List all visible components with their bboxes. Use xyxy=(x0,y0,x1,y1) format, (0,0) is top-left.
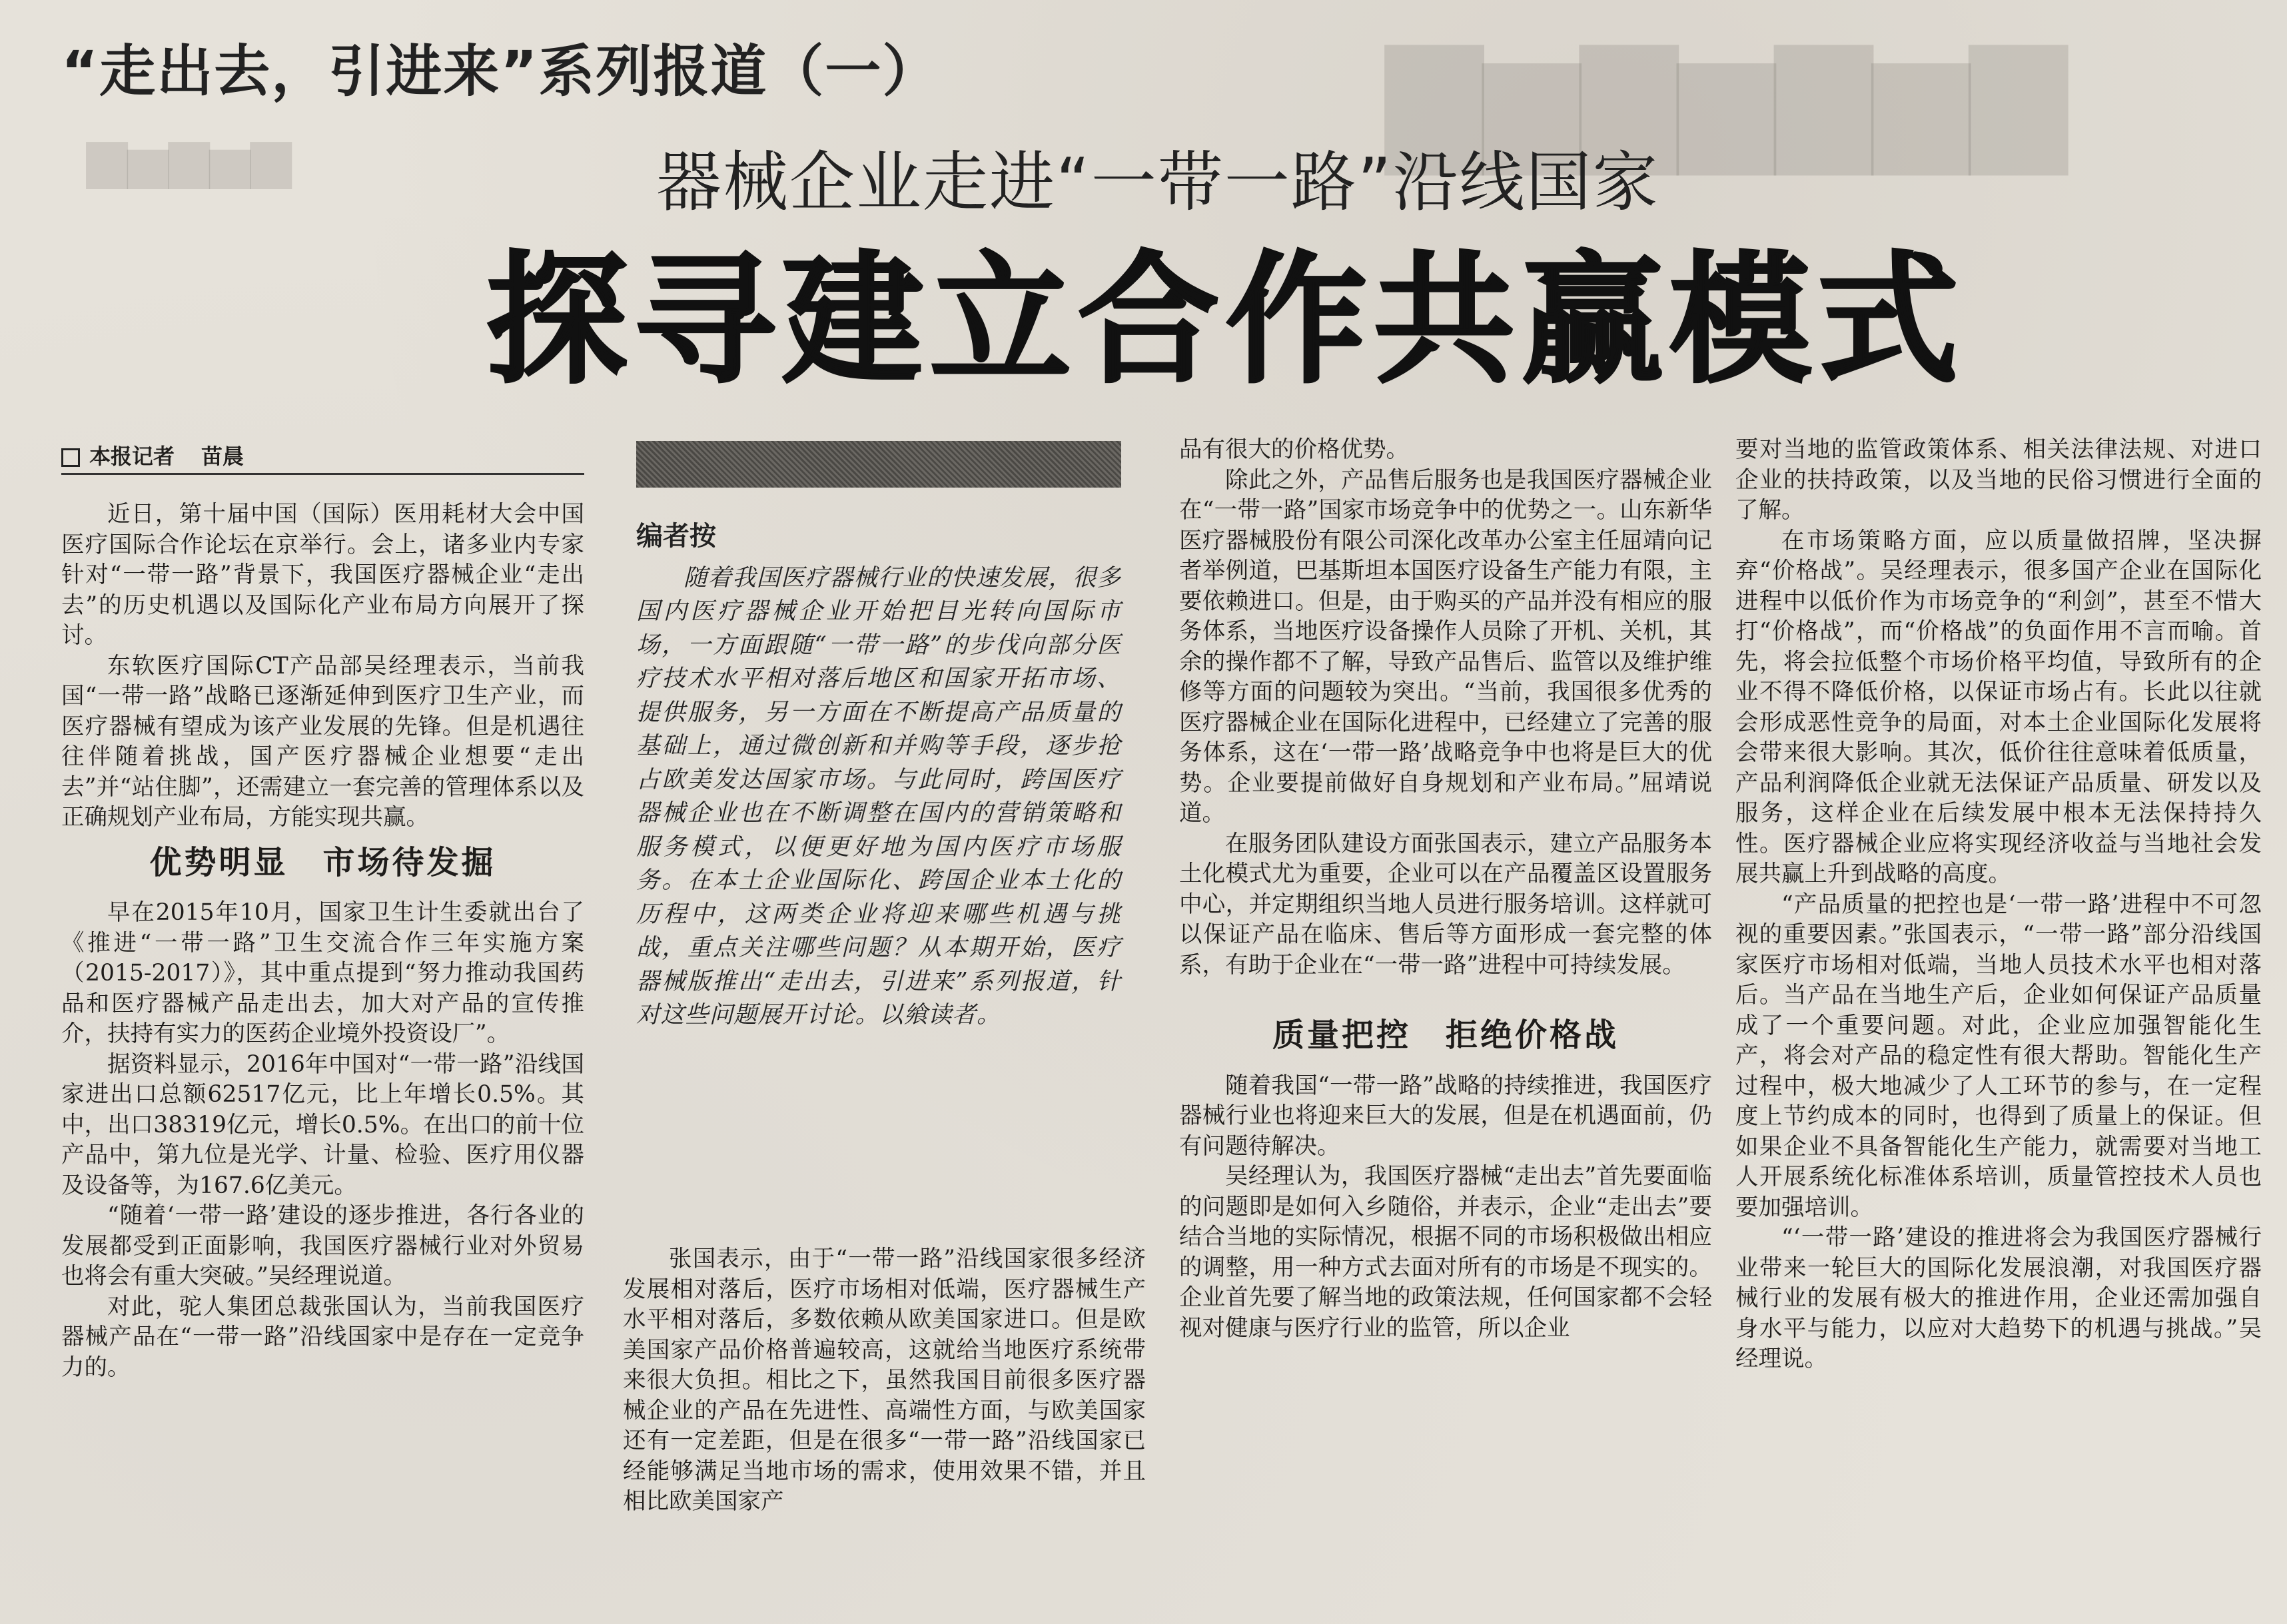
column-3 xyxy=(1179,435,1712,1344)
paragraph: “随着‘一带一路’建设的逐步推进，各行各业的发展都受到正面影响，我国医疗器械行业对外贸易也将会有重大突破。”吴经理说道。 xyxy=(61,1202,584,1290)
paragraph: “产品质量的把控也是‘一带一路’进程中不可忽视的重要因素。”张国表示，“一带一路”部分沿线国家医疗市场相对低端，当地人员技术水平也相对落后。当产品在当地生产后，企业如何保证产品质量成了一个重要问题。对此，企业应加强智能化生产，将会对产品的稳定性有很大帮助。智能化生产过程中，极大地减少了人工环节的参与，在一定程度上节约成本的同时，也得到了质量上的保证。但如果企业不具备智能化生产能力，就需要对当地工人开展系统化标准体系培训，质量管控技术人员也要加强培训。 xyxy=(1735,891,2262,1221)
bleed-through-text: ▇▆▇▆▇▆▇ xyxy=(1386,27,2067,174)
bleed-through-text: ▆▅▆▅▆ xyxy=(87,127,292,189)
paragraph: 东软医疗国际CT产品部吴经理表示，当前我国“一带一路”战略已逐渐延伸到医疗卫生产业，而医疗器械有望成为该产业发展的先锋。但是机遇往往伴随着挑战，国产医疗器械企业想要“走出去”并“站住脚”，还需建立一套完善的管理体系以及正确规划产业布局，方能实现共赢。 xyxy=(61,652,584,831)
article-headline: 探寻建立合作共赢模式 xyxy=(486,238,1965,402)
byline-role: 本报记者 xyxy=(89,444,175,469)
paragraph: 张国表示，由于“一带一路”沿线国家很多经济发展相对落后，医疗市场相对低端，医疗器械生产水平相对落后，多数依赖从欧美国家进口。但是欧美国家产品价格普遍较高，这就给当地医疗系统带来很大负担。相比之下，虽然我国目前很多医疗器械企业的产品在先进性、高端性方面，与欧美国家还有一定差距，但是在很多“一带一路”沿线国家已经能够满足当地市场的需求，使用效果不错，并且相比欧美国家产 xyxy=(623,1246,1146,1515)
editor-note-text: 随着我国医疗器械行业的快速发展，很多国内医疗器械企业开始把目光转向国际市场，一方面跟随“一带一路”的步伐向部分医疗技术水平相对落后地区和国家开拓市场、提供服务，另一方面在不断提高产品质量的基础上，通过微创新和并购等手段，逐步抢占欧美发达国家市场。与此同时，跨国医疗器械企业也在不断调整在国内的营销策略和服务模式，以便更好地为国内医疗市场服务。在本土企业国际化、跨国企业本土化的历程中，这两类企业将迎来哪些机遇与挑战，重点关注哪些问题？从本期开始，医疗器械版推出“走出去，引进来”系列报道，针对这些问题展开讨论。以飨读者。 xyxy=(636,564,1122,1028)
paragraph: 随着我国“一带一路”战略的持续推进，我国医疗器械行业也将迎来巨大的发展，但是在机遇面前，仍有问题待解决。 xyxy=(1179,1072,1712,1160)
editor-note-banner xyxy=(636,441,1121,488)
byline xyxy=(61,440,584,475)
byline-name: 苗晨 xyxy=(201,444,244,469)
paragraph: 据资料显示，2016年中国对“一带一路”沿线国家进出口总额62517亿元，比上年增长0.5%。其中，出口38319亿元，增长0.5%。在出口的前十位产品中，第九位是光学、计量、检验、医疗用仪器及设备等，为167.6亿美元。 xyxy=(61,1050,584,1199)
column-4 xyxy=(1735,435,2262,1375)
paragraph: “‘一带一路’建设的推进将会为我国医疗器械行业带来一轮巨大的国际化发展浪潮，对我国医疗器械行业的发展有极大的推进作用，企业还需加强自身水平与能力，以应对大趋势下的机遇与挑战。”吴经理说。 xyxy=(1735,1224,2262,1372)
paragraph: 对此，驼人集团总裁张国认为，当前我国医疗器械产品在“一带一路”沿线国家中是存在一定竞争力的。 xyxy=(61,1293,584,1381)
series-title: “走出去，引进来”系列报道（一） xyxy=(61,39,940,104)
paragraph: 除此之外，产品售后服务也是我国医疗器械企业在“一带一路”国家市场竞争中的优势之一。山东新华医疗器械股份有限公司深化改革办公室主任屈靖向记者举例道，巴基斯坦本国医疗设备生产能力有限，主要依赖进口。但是，由于购买的产品并没有相应的服务体系，当地医疗设备操作人员除了开机、关机，其余的操作都不了解，导致产品售后、监管以及维护维修等方面的问题较为突出。“当前，我国很多优秀的医疗器械企业在国际化进程中，已经建立了完善的服务体系，这在‘一带一路’战略竞争中也将是巨大的优势。企业要提前做好自身规划和产业布局。”屈靖说道。 xyxy=(1179,466,1712,827)
article-subtitle: 器械企业走进“一带一路”沿线国家 xyxy=(656,145,1659,220)
paragraph: 早在2015年10月，国家卫生计生委就出台了《推进“一带一路”卫生交流合作三年实施方案（2015-2017）》，其中重点提到“努力推动我国药品和医疗器械产品走出去，加大对产品的宣传推介，扶持有实力的医药企业境外投资设厂”。 xyxy=(61,899,584,1047)
column-1 xyxy=(61,500,584,1383)
paragraph: 品有很大的价格优势。 xyxy=(1179,436,1409,463)
paragraph: 近日，第十届中国（国际）医用耗材大会中国医疗国际合作论坛在京举行。会上，诸多业内专家针对“一带一路”背景下，我国医疗器械企业“走出去”的历史机遇以及国际化产业布局方向展开了探讨。 xyxy=(61,501,584,649)
section-heading: 优势明显 市场待发掘 xyxy=(149,843,496,881)
square-bullet-icon xyxy=(61,448,80,467)
editor-note-label: 编者按 xyxy=(636,520,716,552)
column-2 xyxy=(623,1244,1146,1517)
paragraph: 吴经理认为，我国医疗器械“走出去”首先要面临的问题即是如何入乡随俗，并表示，企业“走出去”要结合当地的实际情况，根据不同的市场积极做出相应的调整，用一种方式去面对所有的市场是不现实的。企业首先要了解当地的政策法规，任何国家都不会轻视对健康与医疗行业的监管，所以企业 xyxy=(1179,1163,1712,1342)
paragraph: 在服务团队建设方面张国表示，建立产品服务本土化模式尤为重要，企业可以在产品覆盖区设置服务中心，并定期组织当地人员进行服务培训。这样就可以保证产品在临床、售后等方面形成一套完整的体系，有助于企业在“一带一路”进程中可持续发展。 xyxy=(1179,830,1712,979)
paragraph: 在市场策略方面，应以质量做招牌，坚决摒弃“价格战”。吴经理表示，很多国产企业在国际化进程中以低价作为市场竞争的“利剑”，甚至不惜大打“价格战”，而“价格战”的负面作用不言而喻。首先，将会拉低整个市场价格平均值，导致所有的企业不得不降低价格，以保证市场占有。长此以往就会形成恶性竞争的局面，对本土企业国际化发展将会带来很大影响。其次，低价往往意味着低质量，产品利润降低企业就无法保证产品质量、研发以及服务，这样企业在后续发展中根本无法保持持久性。医疗器械企业应将实现经济收益与当地社会发展共赢上升到战略的高度。 xyxy=(1735,527,2262,887)
section-heading: 质量把控 拒绝价格战 xyxy=(1272,1016,1619,1054)
paragraph: 要对当地的监管政策体系、相关法律法规、对进口企业的扶持政策，以及当地的民俗习惯进行全面的了解。 xyxy=(1735,436,2262,524)
editor-note xyxy=(636,520,1121,1032)
